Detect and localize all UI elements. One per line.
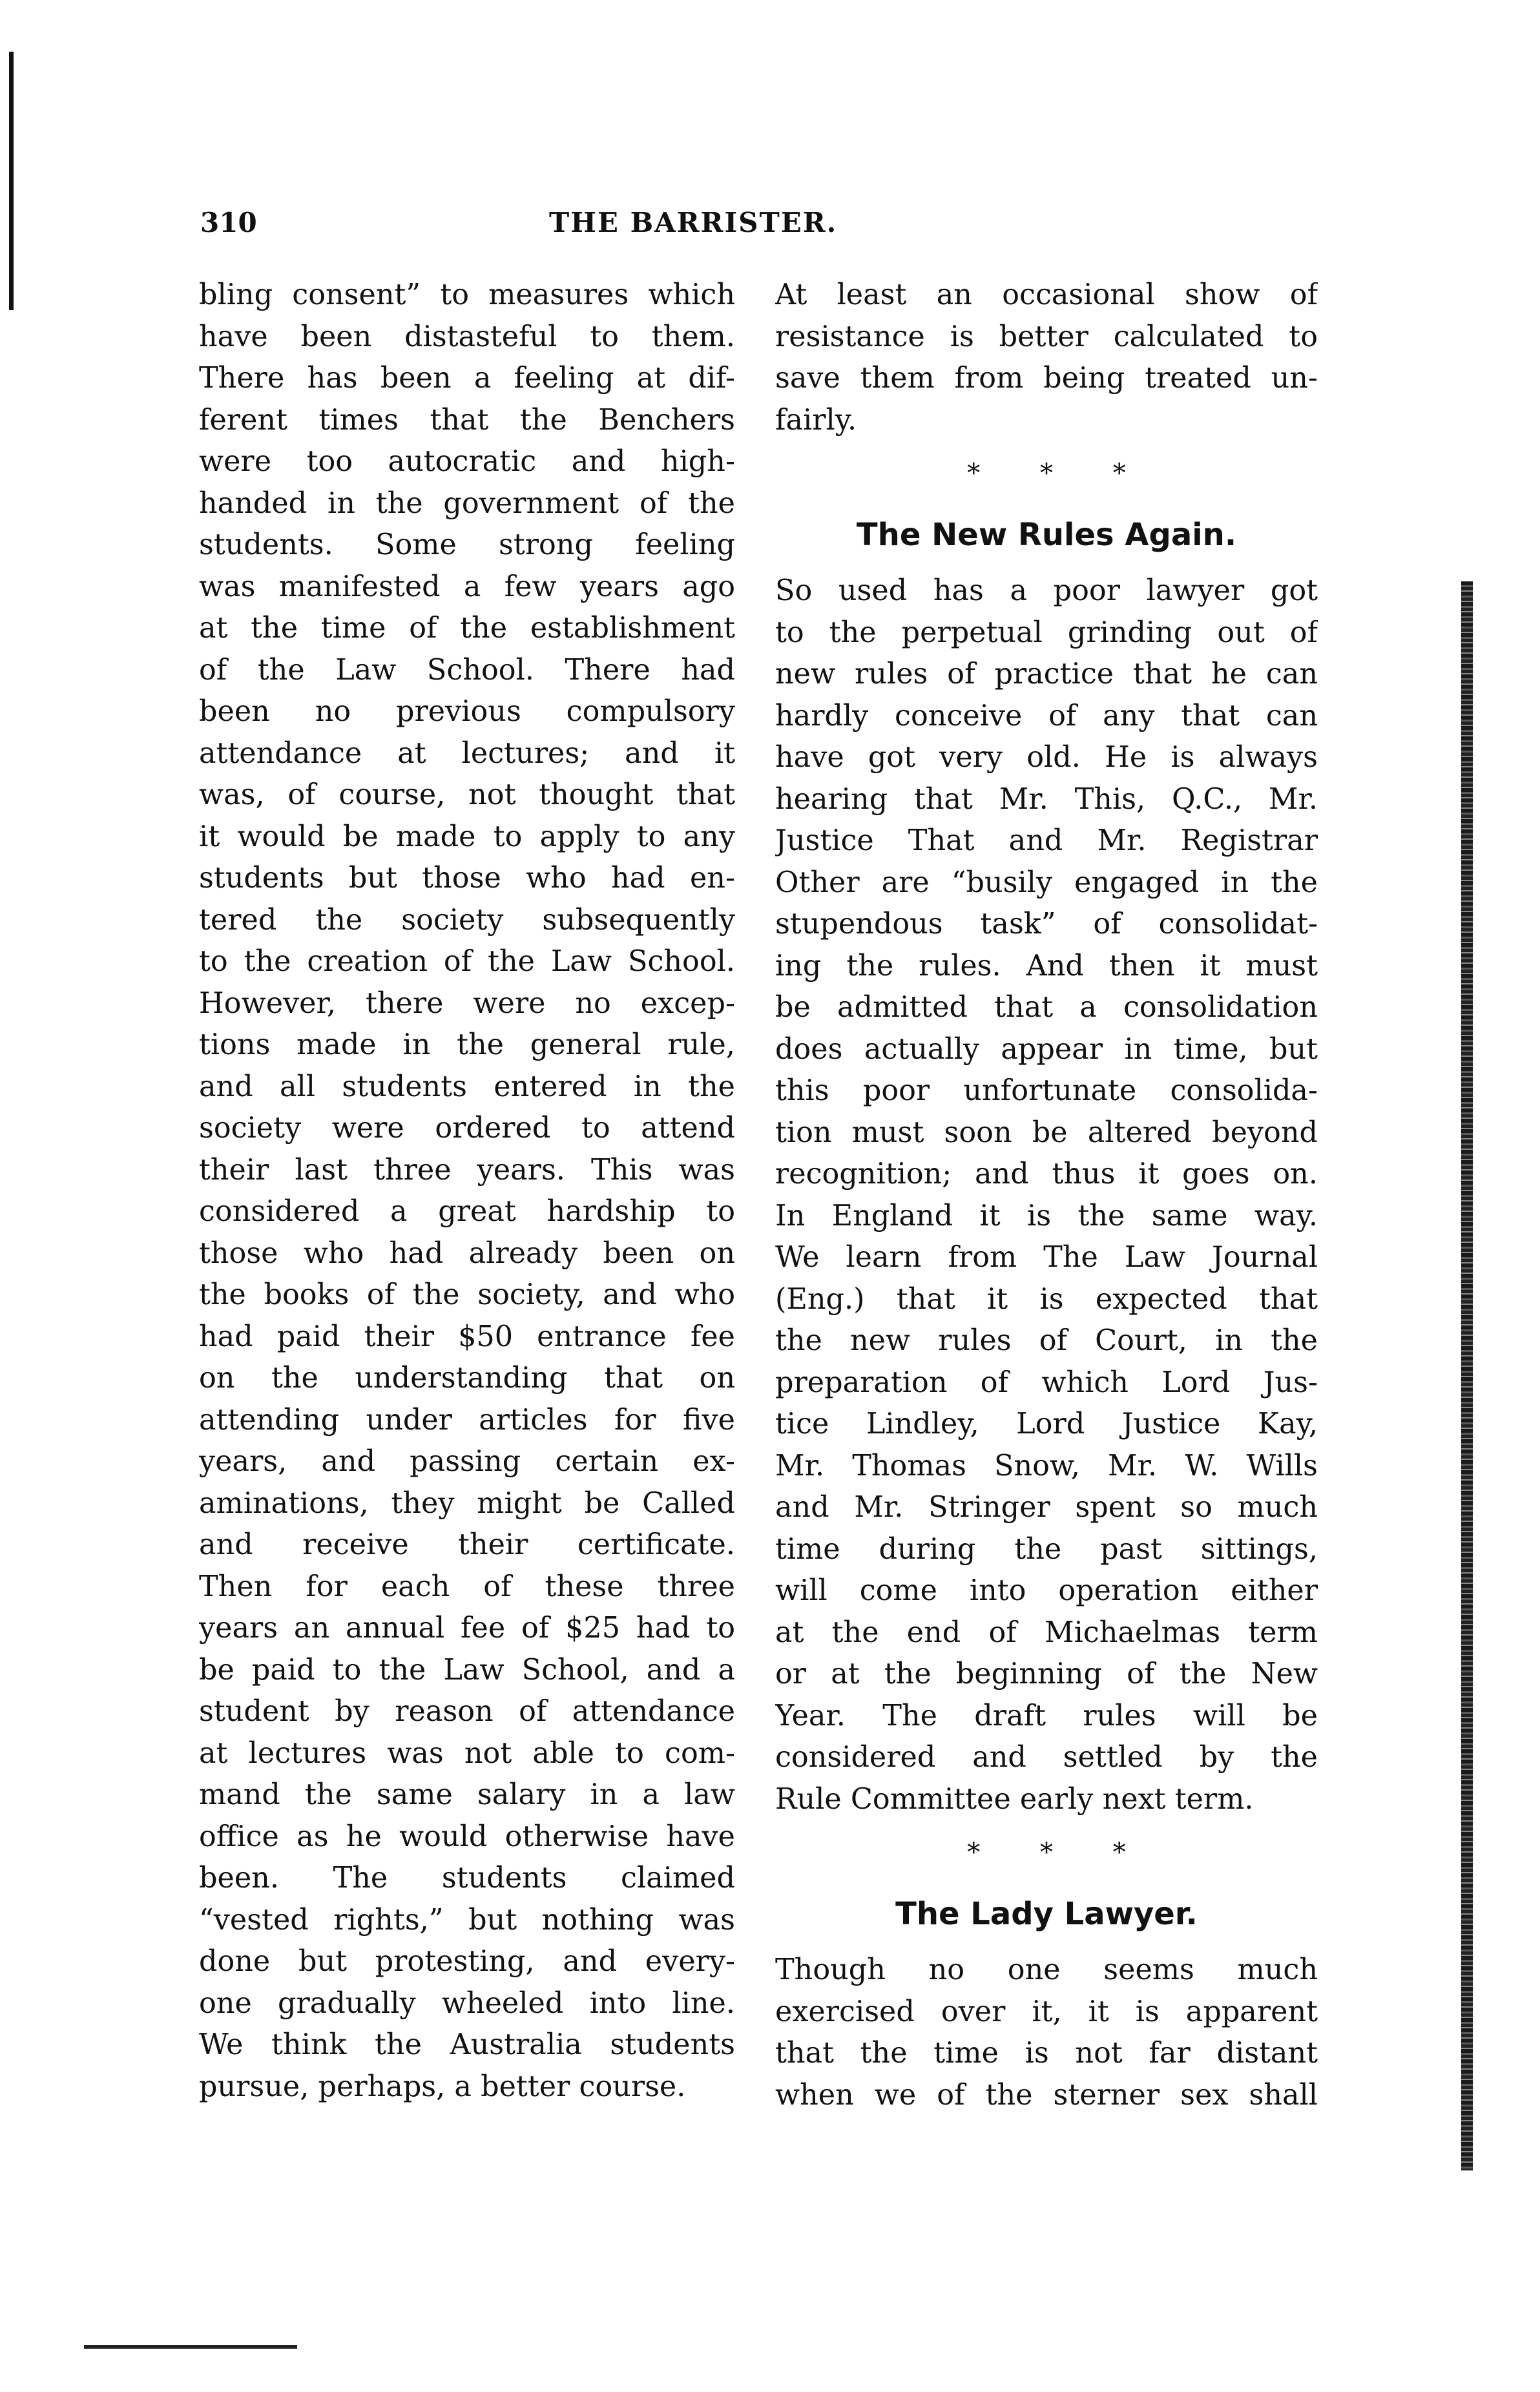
- section-heading-lady-lawyer: The Lady Lawyer.: [895, 1896, 1198, 1932]
- text-line: their last three years. This was: [199, 1153, 735, 1187]
- text-line: been. The students claimed: [199, 1862, 735, 1895]
- text-line: tion must soon be altered beyond: [775, 1116, 1318, 1149]
- text-line: was manifested a few years ago: [199, 570, 735, 603]
- text-line: We learn from The Law Journal: [775, 1241, 1318, 1274]
- text-line: have been distasteful to them.: [199, 320, 735, 353]
- text-line: years, and passing certain ex-: [199, 1445, 735, 1478]
- section-separator: * * *: [967, 1838, 1152, 1867]
- text-line: In England it is the same way.: [775, 1199, 1318, 1232]
- text-line: done but protesting, and every-: [199, 1945, 735, 1978]
- text-line: or at the beginning of the New: [775, 1658, 1318, 1690]
- text-line: does actually appear in time, but: [775, 1032, 1318, 1066]
- scan-edge-right: [1461, 581, 1473, 2170]
- text-line: to the creation of the Law School.: [199, 945, 735, 978]
- text-line: the books of the society, and who: [199, 1278, 735, 1311]
- text-line: Justice That and Mr. Registrar: [775, 824, 1318, 857]
- text-line: society were ordered to attend: [199, 1112, 735, 1145]
- text-line: students but those who had en-: [199, 862, 735, 895]
- text-line: tions made in the general rule,: [199, 1028, 735, 1061]
- text-line: We think the Australia students: [199, 2028, 735, 2061]
- text-line: ferent times that the Benchers: [199, 403, 735, 437]
- left-column: [199, 275, 735, 2108]
- page-number: 310: [200, 207, 257, 238]
- text-line: was, of course, not thought that: [199, 778, 735, 811]
- text-line: resistance is better calculated to: [775, 320, 1318, 353]
- new-rules-paragraph: [775, 570, 1318, 1820]
- text-line: hearing that Mr. This, Q.C., Mr.: [775, 782, 1318, 816]
- section-heading-new-rules: The New Rules Again.: [856, 517, 1237, 553]
- text-line: Other are “busily engaged in the: [775, 866, 1318, 899]
- text-line: students. Some strong feeling: [199, 528, 735, 561]
- text-line: Mr. Thomas Snow, Mr. W. Wills: [775, 1449, 1318, 1482]
- section-separator: * * *: [967, 459, 1152, 488]
- text-line: stupendous task” of consolidat-: [775, 908, 1318, 941]
- text-line: when we of the sterner sex shall: [775, 2078, 1318, 2112]
- text-line: ing the rules. And then it must: [775, 949, 1318, 983]
- text-line: one gradually wheeled into line.: [199, 1986, 735, 2020]
- text-line: it would be made to apply to any: [199, 820, 735, 853]
- running-title: THE BARRISTER.: [549, 207, 838, 238]
- text-line: save them from being treated un-: [775, 362, 1318, 395]
- text-line: (Eng.) that it is expected that: [775, 1282, 1318, 1316]
- text-line: and receive their certificate.: [199, 1528, 735, 1561]
- text-line: will come into operation either: [775, 1574, 1318, 1607]
- text-line: at lectures was not able to com-: [199, 1736, 735, 1770]
- text-line: preparation of which Lord Jus-: [775, 1366, 1318, 1399]
- text-line: tered the society subsequently: [199, 903, 735, 937]
- text-line: student by reason of attendance: [199, 1695, 735, 1728]
- text-line: new rules of practice that he can: [775, 658, 1318, 691]
- text-line: and Mr. Stringer spent so much: [775, 1491, 1318, 1524]
- text-line: Then for each of these three: [199, 1570, 735, 1603]
- text-line: office as he would otherwise have: [199, 1820, 735, 1853]
- text-line: and all students entered in the: [199, 1070, 735, 1103]
- text-line: Year. The draft rules will be: [775, 1699, 1318, 1732]
- text-line: to the perpetual grinding out of: [775, 616, 1318, 649]
- text-line: recognition; and thus it goes on.: [775, 1158, 1318, 1191]
- scan-edge-bottom: [84, 2345, 297, 2349]
- text-line: be admitted that a consolidation: [775, 991, 1318, 1024]
- text-line: At least an occasional show of: [775, 278, 1318, 311]
- text-line: of the Law School. There had: [199, 653, 735, 687]
- lady-lawyer-paragraph: [775, 1950, 1318, 2116]
- text-line: been no previous compulsory: [199, 695, 735, 728]
- text-line: Though no one seems much: [775, 1953, 1318, 1986]
- text-line: “vested rights,” but nothing was: [199, 1903, 735, 1937]
- text-line: had paid their $50 entrance fee: [199, 1320, 735, 1353]
- text-line: aminations, they might be Called: [199, 1486, 735, 1520]
- text-line: those who had already been on: [199, 1236, 735, 1270]
- text-line: the new rules of Court, in the: [775, 1324, 1318, 1357]
- text-line: at the end of Michaelmas term: [775, 1616, 1318, 1649]
- text-line: So used has a poor lawyer got: [775, 574, 1318, 607]
- text-line: were too autocratic and high-: [199, 445, 735, 478]
- page-header: [200, 207, 1318, 252]
- text-line: time during the past sittings,: [775, 1532, 1318, 1566]
- text-line: have got very old. He is always: [775, 741, 1318, 774]
- text-line: considered a great hardship to: [199, 1195, 735, 1228]
- text-line: pursue, perhaps, a better course.: [199, 2070, 686, 2103]
- text-line: mand the same salary in a law: [199, 1778, 735, 1811]
- text-line: on the understanding that on: [199, 1362, 735, 1395]
- text-line: this poor unfortunate consolida-: [775, 1074, 1318, 1107]
- text-line: attendance at lectures; and it: [199, 736, 735, 770]
- text-line: attending under articles for five: [199, 1403, 735, 1437]
- text-line: There has been a feeling at dif-: [199, 362, 735, 395]
- right-column: [775, 275, 1318, 2116]
- scan-edge-left: [9, 52, 14, 310]
- text-line: fairly.: [775, 403, 857, 437]
- text-line: tice Lindley, Lord Justice Kay,: [775, 1408, 1318, 1440]
- text-line: years an annual fee of $25 had to: [199, 1612, 735, 1645]
- text-line: Rule Committee early next term.: [775, 1782, 1254, 1816]
- text-line: However, there were no excep-: [199, 986, 735, 1020]
- text-line: considered and settled by the: [775, 1741, 1318, 1774]
- text-line: handed in the government of the: [199, 486, 735, 520]
- text-line: hardly conceive of any that can: [775, 699, 1318, 733]
- text-line: be paid to the Law School, and a: [199, 1653, 735, 1687]
- text-line: at the time of the establishment: [199, 612, 735, 645]
- text-line: exercised over it, it is apparent: [775, 1995, 1318, 2028]
- intro-paragraph: [775, 275, 1318, 441]
- text-line: that the time is not far distant: [775, 2037, 1318, 2070]
- text-line: bling consent” to measures which: [199, 278, 735, 311]
